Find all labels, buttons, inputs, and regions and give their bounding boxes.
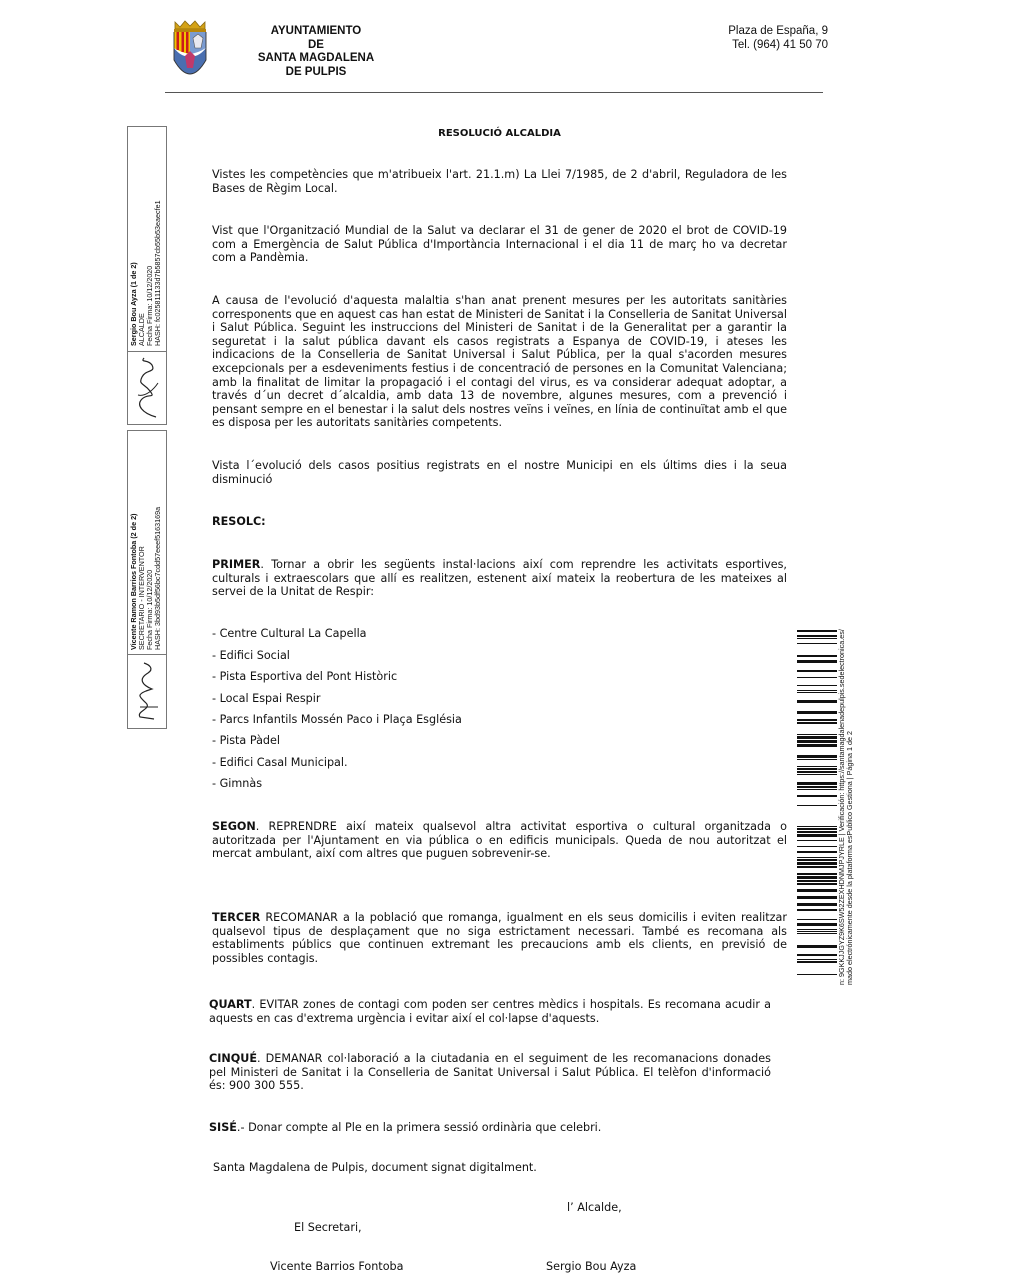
barcode-bar	[797, 690, 837, 691]
barcode-bar	[797, 700, 837, 703]
section-label: CINQUÉ	[209, 1052, 257, 1065]
facility-item: - Centre Cultural La Capella	[212, 627, 367, 640]
phone: Tel. (964) 41 50 70	[732, 38, 828, 51]
paragraph-competencies: Vistes les competències que m'atribueix l'art. 21.1.m) La Llei 7/1985, de 2 d'abril, Reguladora de les Bases de Règim Local.	[212, 168, 787, 195]
signature-stamp-mayor	[127, 126, 167, 425]
org-line: AYUNTAMIENTO	[270, 25, 362, 37]
address: Plaza de España, 9	[728, 25, 828, 37]
barcode-bar	[797, 685, 837, 686]
barcode-bar	[797, 866, 837, 868]
alcalde-name: Sergio Bou Ayza	[546, 1260, 637, 1273]
barcode-bar	[797, 883, 837, 885]
barcode-bar	[797, 643, 837, 644]
facility-item: - Edifici Social	[212, 649, 290, 662]
stamp-signer: Vicente Ramon Barrios Fontoba (2 de 2)	[129, 513, 138, 650]
secretari-title: El Secretari,	[294, 1221, 362, 1234]
barcode-bar	[797, 795, 837, 797]
section-label: QUART	[209, 998, 252, 1011]
barcode-bar	[797, 740, 837, 743]
barcode-bar	[797, 759, 837, 760]
facility-item: - Parcs Infantils Mossén Paco i Plaça Església	[212, 713, 462, 726]
barcode-bar	[797, 931, 837, 932]
barcode-bar	[797, 933, 837, 934]
section-label: PRIMER	[212, 558, 261, 571]
section-text: . DEMANAR col·laboració a la ciutadania en el seguiment de les recomanacions donades pel Ministeri de Sanitat i la Conselleria de Sanitat Universal i Salut Pública. El telèfon d'informació és: 900 300 555.	[209, 1052, 771, 1093]
barcode-bar	[797, 851, 837, 853]
stamp-hash: HASH: 3bd93b5df56bc7cdd57eeef5163169a	[153, 506, 162, 650]
section-tercer	[212, 911, 787, 965]
section-text: . REPRENDRE així mateix qualsevol altra activitat esportiva o cultural organitzada o autoritzada per l'Ajuntament en via pública o en edificis municipals. Queda de nou autoritzat el mercat ambulant, així com altres que puguen sobrevenir-se.	[212, 820, 787, 861]
barcode-bar	[797, 744, 837, 747]
facility-item: - Gimnàs	[212, 777, 263, 790]
municipality-name	[236, 25, 396, 79]
section-text: .- Donar compte al Ple en la primera sessió ordinària que celebri.	[236, 1121, 602, 1134]
barcode-bar	[797, 638, 837, 639]
barcode-bar	[797, 857, 837, 858]
section-text: RECOMANAR a la població que romanga, igualment en els seus domicilis i eviten realitzar qualsevol tipus de desplaçament que no siga estrictament necessari. També es recomana als establiments públics que continuen extremant les precaucions amb els clients, en previsió de possibles contagis.	[212, 911, 787, 965]
barcode-bar	[797, 734, 837, 735]
verification-url: n: 9GKKJJGYZ9K6SW52ZEXHDNMJPJYRLE | Verificación: https://santamagdalenadepulpis.sedelectronica.es/	[837, 629, 846, 985]
barcode-bar	[797, 862, 837, 865]
verification-text	[838, 629, 854, 985]
stamp-text-block	[130, 507, 162, 650]
alcalde-title: l’ Alcalde,	[567, 1201, 622, 1214]
stamp-role: ALCALDE	[137, 313, 146, 346]
facility-item: - Pista Esportiva del Pont Històric	[212, 670, 398, 683]
barcode-bar	[797, 831, 837, 833]
barcode-bar	[797, 766, 837, 767]
barcode-bar	[797, 919, 837, 920]
org-line: DE PULPIS	[285, 65, 347, 78]
barcode-bar	[797, 655, 837, 657]
barcode-bar	[797, 859, 837, 861]
barcode-bar	[797, 736, 837, 739]
barcode-bar	[797, 692, 837, 693]
barcode-bar	[797, 959, 837, 960]
barcode-bar	[797, 755, 837, 758]
verification-barcode	[797, 630, 837, 982]
signature-stamp-secretary	[127, 430, 167, 729]
barcode-bar	[797, 722, 837, 724]
barcode-bar	[797, 786, 837, 788]
stamp-date: Fecha Firma: 10/12/2020	[145, 569, 154, 650]
barcode-bar	[797, 876, 837, 879]
barcode-bar	[797, 974, 837, 975]
section-primer	[212, 558, 787, 599]
paragraph-measures: A causa de l'evolució d'aquesta malaltia s'han anat prenent mesures per les autoritats sanitàries corresponents que en aquest cas han estat de Ministeri de Sanitat i la Conselleria de Sanitat Universal i Salut Pública. Seguint les instruccions del Ministeri de Sanitat i de la Generalitat per a garantir la seguretat i la salut pública davant els casos registrats a Espanya de COVID-19, i ateses les indicacions de la Conselleria de Sanitat Universal i Salut Pública, per la qual s'acorden mesures excepcionals per a esdeveniments festius i de concentració de persones en la Comunitat Valenciana; amb la finalitat de limitar la propagació i el contagi del virus, es va considerar adequat adoptar, a través d´un decret d´alcaldia, amb data 13 de novembre, algunes mesures, com a prevenció i pensant sempre en el benestar i la salut dels nostres veïns i veïnes, en línia de continuïtat amb el que es disposa per les autoritats sanitàries competents.	[212, 294, 787, 430]
stamp-date: Fecha Firma: 10/12/2020	[145, 265, 154, 346]
barcode-bar	[797, 945, 837, 948]
barcode-bar	[797, 840, 837, 841]
barcode-bar	[797, 719, 837, 721]
closing-line: Santa Magdalena de Pulpis, document signat digitalment.	[213, 1161, 537, 1174]
barcode-bar	[797, 929, 837, 930]
barcode-bar	[797, 826, 837, 827]
org-line: SANTA MAGDALENA	[257, 52, 375, 64]
barcode-bar	[797, 782, 837, 785]
barcode-bar	[797, 768, 837, 770]
barcode-bar	[797, 805, 837, 806]
section-quart	[209, 998, 771, 1025]
document-title: RESOLUCIÓ ALCALDIA	[438, 128, 561, 139]
handwritten-signature-secretary-icon	[132, 659, 162, 725]
resolc-heading: RESOLC:	[212, 515, 266, 528]
handwritten-signature-mayor-icon	[132, 355, 162, 421]
facility-item: - Local Espai Respir	[212, 692, 321, 705]
barcode-bar	[797, 961, 837, 963]
barcode-bar	[797, 834, 837, 837]
paragraph-who-declaration: Vist que l'Organització Mundial de la Salut va declarar el 31 de gener de 2020 el brot de COVID-19 com a Emergència de Salut Pública d'Importància Internacional i el dia 11 de març ho va decretar com a Pandèmia.	[212, 224, 787, 265]
verification-platform: mado electrónicamente desde la plataforma esPublico Gestiona | Página 1 de 2	[845, 731, 854, 985]
stamp-hash: HASH: fc025811133d7b5857cb55b53eaecfe1	[153, 200, 162, 346]
secretari-name: Vicente Barrios Fontoba	[270, 1260, 404, 1273]
section-text: . EVITAR zones de contagi com poden ser centres mèdics i hospitals. Es recomana acudir a aquests en cas d'extrema urgència i evitar així el col·lapse d'aquests.	[209, 998, 771, 1025]
barcode-bar	[797, 954, 837, 956]
barcode-bar	[797, 711, 837, 714]
barcode-bar	[797, 909, 837, 911]
barcode-bar	[797, 846, 837, 847]
barcode-bar	[797, 873, 837, 875]
header-divider	[165, 92, 823, 93]
barcode-bar	[797, 660, 837, 663]
stamp-signer: Sergio Bou Ayza (1 de 2)	[129, 262, 138, 346]
barcode-bar	[797, 774, 837, 775]
barcode-bar	[797, 635, 837, 637]
barcode-bar	[797, 670, 837, 672]
barcode-bar	[797, 789, 837, 790]
section-label: TERCER	[212, 911, 261, 924]
municipal-coat-of-arms-icon	[169, 18, 211, 76]
barcode-bar	[797, 771, 837, 773]
section-cinque	[209, 1052, 771, 1093]
section-segon	[212, 820, 787, 861]
barcode-bar	[797, 889, 837, 892]
paragraph-evolution: Vista l´evolució dels casos positius registrats en el nostre Municipi en els últims dies i la seua disminució	[212, 459, 787, 486]
contact-block	[660, 25, 828, 52]
facility-item: - Pista Pàdel	[212, 734, 281, 747]
facility-item: - Edifici Casal Municipal.	[212, 756, 348, 769]
barcode-bar	[797, 880, 837, 882]
section-sise	[209, 1121, 771, 1135]
org-line: DE	[308, 38, 324, 51]
stamp-text-block	[130, 200, 162, 346]
barcode-bar	[797, 630, 837, 632]
barcode-bar	[797, 923, 837, 926]
section-label: SISÉ	[209, 1121, 237, 1134]
barcode-bar	[797, 677, 837, 678]
barcode-bar	[797, 903, 837, 906]
section-label: SEGON	[212, 820, 256, 833]
barcode-bar	[797, 828, 837, 830]
section-text: . Tornar a obrir les següents instal·lacions així com reprendre les activitats esportives, culturals i extraescolars que allí es realitzen, estenent així mateix la reobertura de les mateixes al servei de la Unitat de Respir:	[212, 558, 787, 599]
stamp-role: SECRETARIO - INTERVENTOR	[137, 546, 146, 650]
barcode-bar	[797, 896, 837, 899]
